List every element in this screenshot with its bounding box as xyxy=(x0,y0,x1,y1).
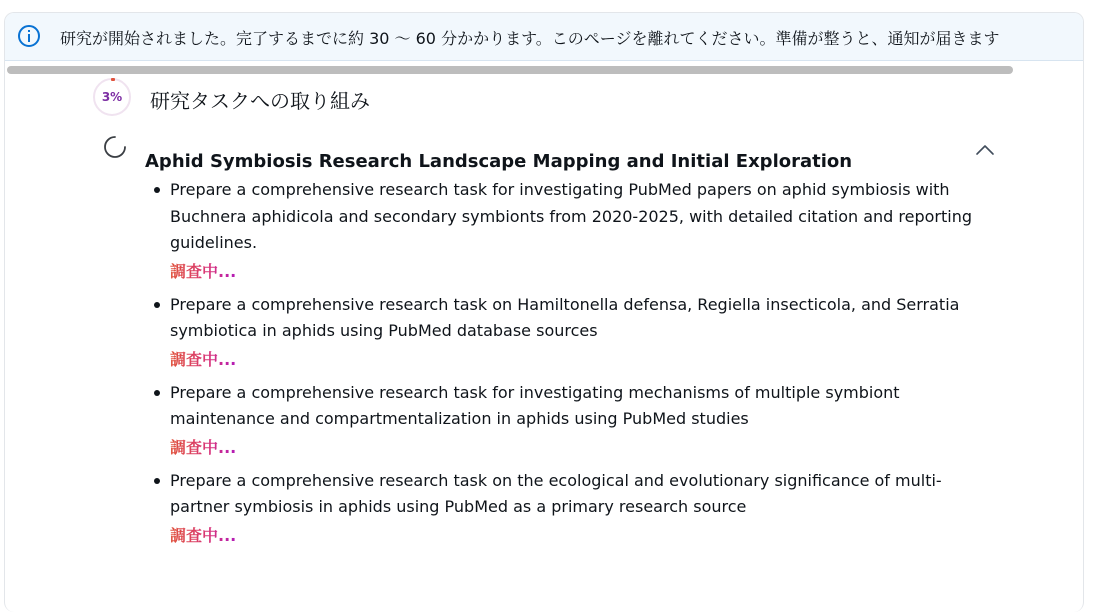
research-panel xyxy=(4,12,1084,612)
subtask-list xyxy=(151,177,1001,556)
subtask-text: Prepare a comprehensive research task on the ecological and evolutionary significance of multi-partner symbiosis in aphids using PubMed as a primary research source xyxy=(170,470,942,516)
subtask-text: Prepare a comprehensive research task for investigating PubMed papers on aphid symbiosis with Buchnera aphidicola and secondary symbionts from 2020-2025, with detailed citation and reporting guidelines. xyxy=(170,180,973,252)
info-banner xyxy=(5,13,1084,61)
subtask-text: Prepare a comprehensive research task for investigating mechanisms of multiple symbiont maintenance and compartmentalization in aphids using PubMed studies xyxy=(170,382,900,428)
bullet xyxy=(154,478,160,484)
list-item xyxy=(151,468,1001,551)
status-label: 調査中... xyxy=(170,433,236,463)
loading-spinner-icon xyxy=(103,135,127,159)
section-title: Aphid Symbiosis Research Landscape Mapping and Initial Exploration xyxy=(145,151,853,172)
bullet xyxy=(154,390,160,396)
list-item xyxy=(151,292,1001,375)
subtask-text: Prepare a comprehensive research task on Hamiltonella defensa, Regiella insecticola, and Serratia symbiotica in aphids using PubMed database sources xyxy=(170,294,960,340)
content-area xyxy=(5,77,1084,612)
progress-ring xyxy=(93,78,131,116)
status-label: 調査中... xyxy=(170,521,236,551)
banner-message: 研究が開始されました。完了するまでに約 30 〜 60 分かかります。このページを離れてください。準備が整うと、通知が届きます xyxy=(60,29,1000,48)
status-label: 調査中... xyxy=(170,257,236,287)
status-label: 調査中... xyxy=(170,345,236,375)
list-item xyxy=(151,177,1001,287)
progress-arc xyxy=(111,78,115,81)
task-title: 研究タスクへの取り組み xyxy=(150,89,370,113)
progress-percent: 3% xyxy=(101,90,123,104)
bullet xyxy=(154,187,160,193)
info-icon xyxy=(18,25,40,47)
bullet xyxy=(154,302,160,308)
horizontal-scrollbar[interactable] xyxy=(7,66,1013,74)
list-item xyxy=(151,380,1001,463)
chevron-up-icon[interactable] xyxy=(975,143,995,157)
